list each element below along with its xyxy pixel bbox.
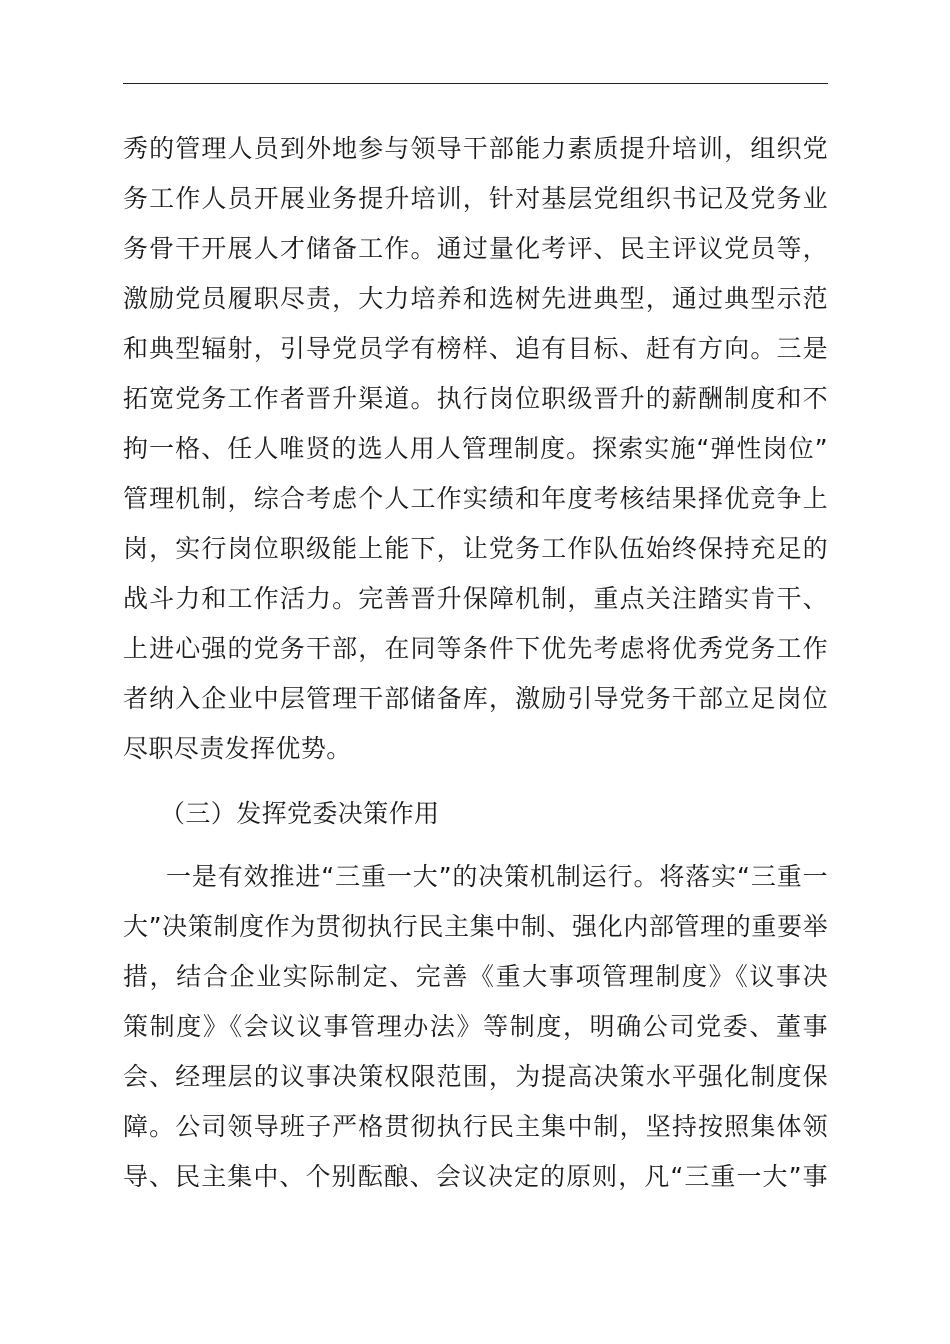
body-line: 者纳入企业中层管理干部储备库，激励引导党务干部立足岗位: [123, 684, 828, 713]
header-rule: [123, 83, 828, 84]
body-line: 大”决策制度作为贯彻执行民主集中制、强化内部管理的重要举: [123, 912, 828, 941]
body-line: 管理机制，综合考虑个人工作实绩和年度考核结果择优竞争上: [123, 484, 828, 513]
body-line: 拓宽党务工作者晋升渠道。执行岗位职级晋升的薪酬制度和不: [123, 384, 828, 413]
body-line: 导、民主集中、个别酝酿、会议决定的原则，凡“三重一大”事: [123, 1162, 828, 1191]
body-line: 秀的管理人员到外地参与领导干部能力素质提升培训，组织党: [123, 134, 828, 163]
body-line: 措，结合企业实际制定、完善《重大事项管理制度》《议事决: [123, 962, 828, 991]
body-line: 尽职尽责发挥优势。: [123, 734, 352, 763]
body-line: 拘一格、任人唯贤的选人用人管理制度。探索实施“弹性岗位”: [123, 434, 828, 463]
body-line: 上进心强的党务干部，在同等条件下优先考虑将优秀党务工作: [123, 634, 828, 663]
body-line: 务骨干开展人才储备工作。通过量化考评、民主评议党员等，: [123, 234, 828, 263]
body-line: 一是有效推进“三重一大”的决策机制运行。将落实“三重一: [166, 862, 828, 891]
body-line: 岗，实行岗位职级能上能下，让党务工作队伍始终保持充足的: [123, 534, 828, 563]
body-line: 战斗力和工作活力。完善晋升保障机制，重点关注踏实肯干、: [123, 584, 828, 613]
body-line: 会、经理层的议事决策权限范围，为提高决策水平强化制度保: [123, 1062, 828, 1091]
body-line: 务工作人员开展业务提升培训，针对基层党组织书记及党务业: [123, 184, 828, 213]
body-line: 障。公司领导班子严格贯彻执行民主集中制，坚持按照集体领: [123, 1112, 828, 1141]
body-line: 激励党员履职尽责，大力培养和选树先进典型，通过典型示范: [123, 284, 828, 313]
section-heading: （三）发挥党委决策作用: [160, 799, 440, 828]
body-line: 和典型辐射，引导党员学有榜样、追有目标、赶有方向。三是: [123, 334, 828, 363]
body-line: 策制度》《会议议事管理办法》等制度，明确公司党委、董事: [123, 1012, 828, 1041]
